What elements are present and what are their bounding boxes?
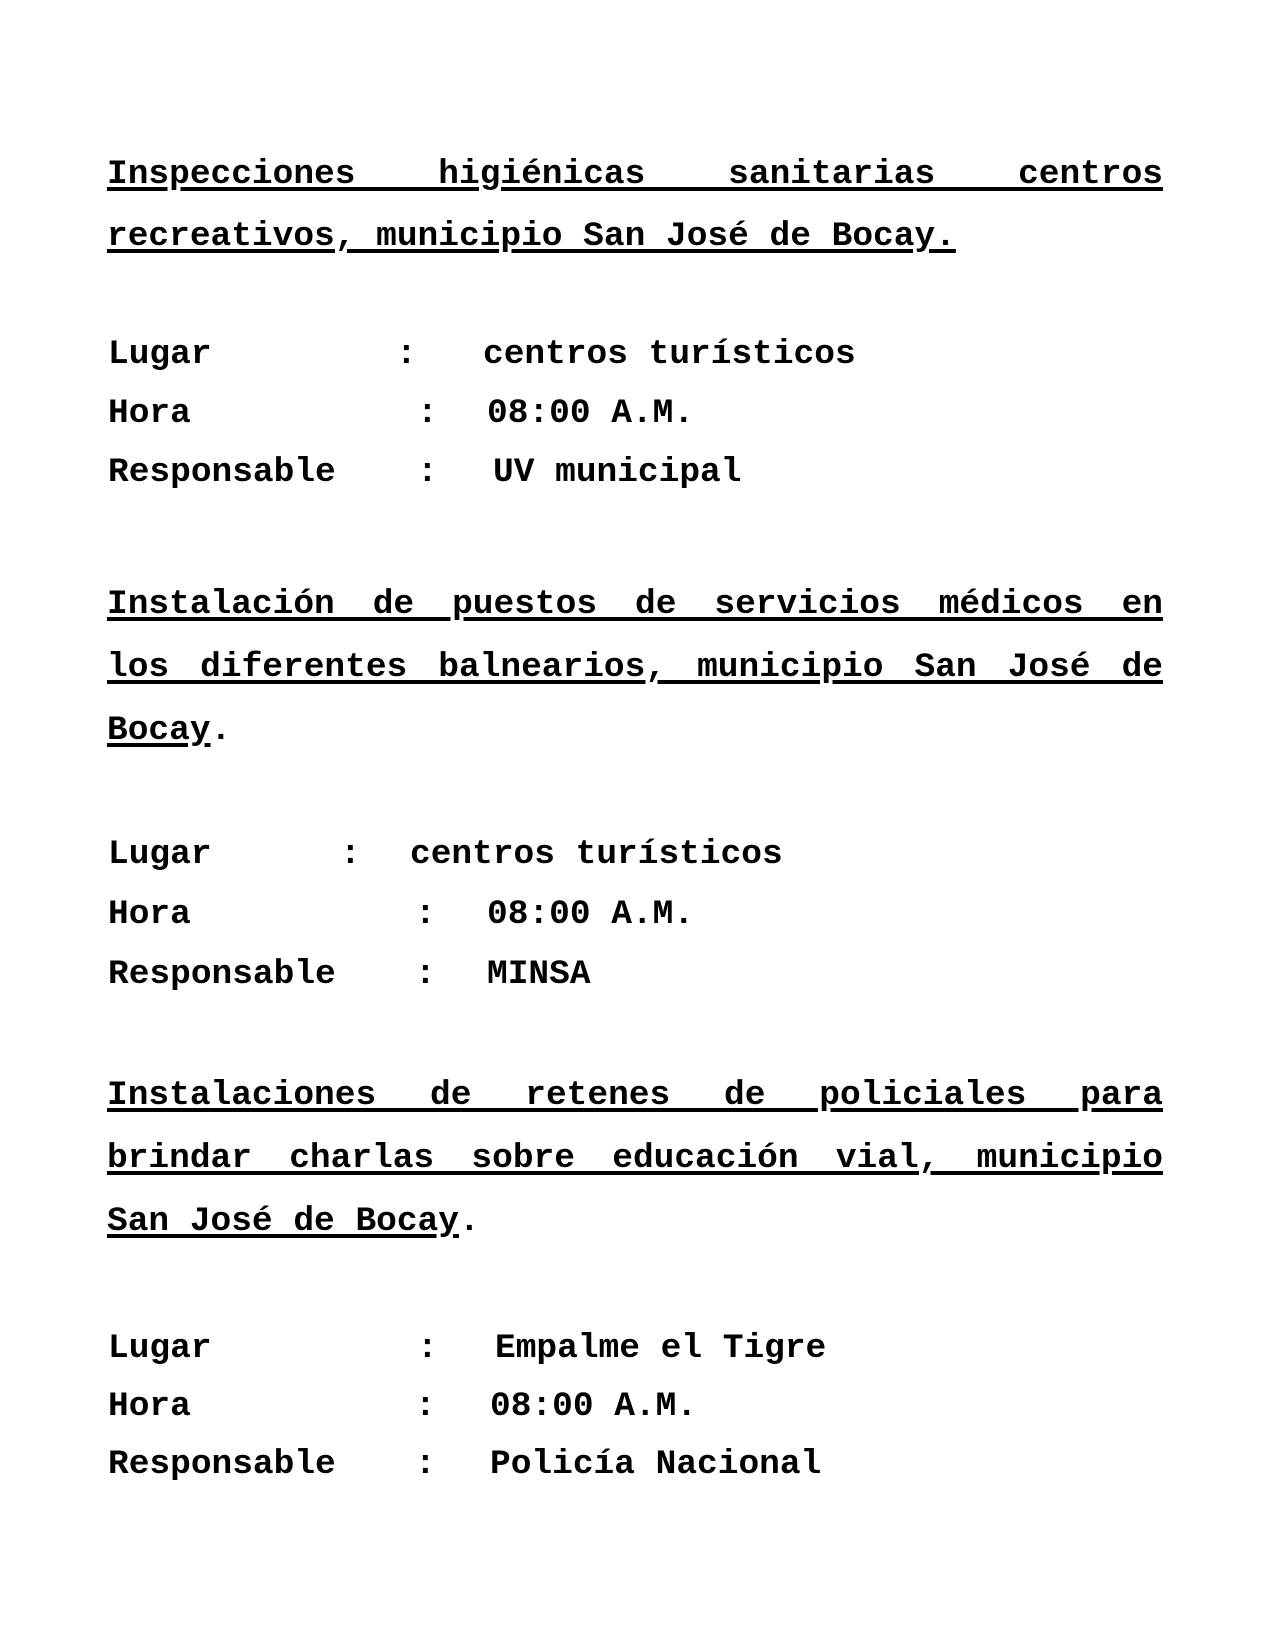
heading-line [107,648,1163,687]
field-label: Hora [108,895,191,934]
field-row [0,955,1275,996]
heading-text: Instalaciones de retenes de policiales para [107,1076,1163,1115]
field-row [0,394,1275,435]
field-colon: : [396,335,417,374]
heading-text: recreativos, municipio San José de Bocay. [107,217,956,256]
field-colon: : [340,835,361,874]
field-colon: : [417,453,438,492]
field-colon: : [415,955,436,994]
heading-text: brindar charlas sobre educación vial, municipio [107,1139,1163,1178]
field-colon: : [415,1387,436,1426]
field-row [0,895,1275,936]
field-value: Empalme el Tigre [495,1329,827,1368]
heading-text: los diferentes balnearios, municipio San José de [107,648,1163,687]
field-row [0,1445,1275,1486]
field-label: Responsable [108,453,336,492]
field-row [0,335,1275,376]
field-value: MINSA [487,955,591,994]
field-value: centros turísticos [483,335,856,374]
field-label: Lugar [108,835,212,874]
field-value: 08:00 A.M. [487,394,695,433]
field-label: Responsable [108,1445,336,1484]
field-row [0,1387,1275,1428]
field-label: Lugar [108,335,212,374]
field-label: Lugar [108,1329,212,1368]
field-colon: : [417,1329,438,1368]
field-value: 08:00 A.M. [487,895,695,934]
heading-text: San José de Bocay [107,1202,459,1241]
heading-line [107,711,1163,750]
field-value: centros turísticos [410,835,783,874]
field-value: 08:00 A.M. [490,1387,698,1426]
field-value: UV municipal [493,453,742,492]
heading-line [107,1202,1163,1241]
field-row [0,835,1275,876]
heading-line [107,1076,1163,1115]
heading-line [107,217,1163,256]
heading-tail: . [458,1202,480,1241]
field-label: Hora [108,1387,191,1426]
heading-text: Inspecciones higiénicas sanitarias centros [107,155,1163,194]
field-value: Policía Nacional [490,1445,822,1484]
field-colon: : [417,394,438,433]
field-row [0,1329,1275,1370]
heading-line [107,1139,1163,1178]
heading-text: Instalación de puestos de servicios médicos en [107,585,1163,624]
heading-line [107,585,1163,624]
field-colon: : [415,1445,436,1484]
field-row [0,453,1275,494]
heading-text: Bocay [107,711,211,750]
heading-line [107,155,1163,194]
heading-tail: . [210,711,232,750]
field-label: Hora [108,394,191,433]
field-colon: : [415,895,436,934]
field-label: Responsable [108,955,336,994]
